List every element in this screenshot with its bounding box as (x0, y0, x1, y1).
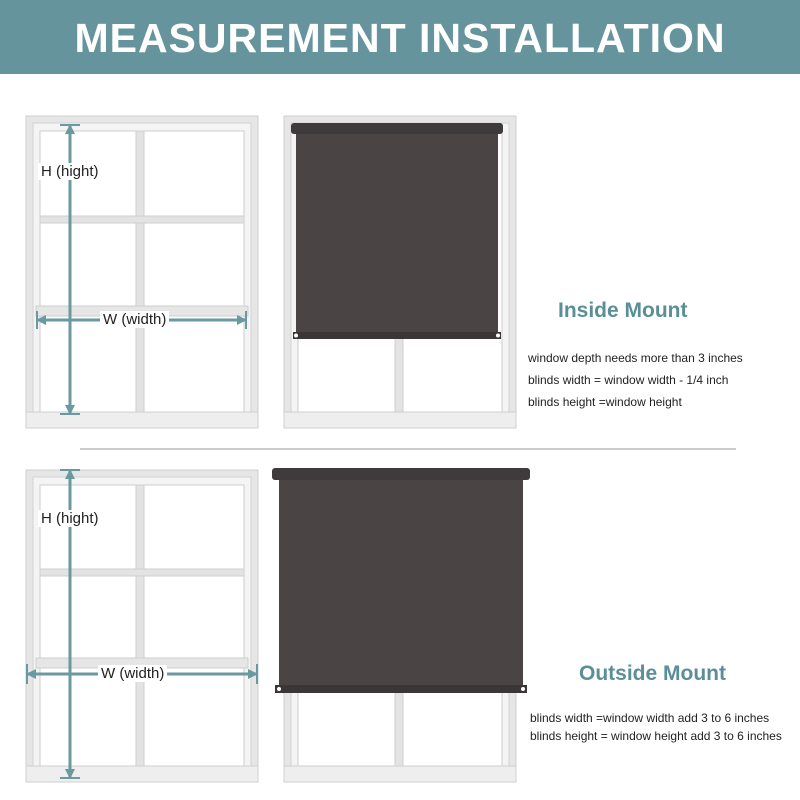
outside-note-height: blinds height = window height add 3 to 6 inches (530, 729, 782, 743)
width-label-outside: W (width) (98, 665, 167, 682)
outside-note-width: blinds width =window width add 3 to 6 inches (530, 711, 770, 725)
inside-note-depth: window depth needs more than 3 inches (528, 351, 743, 365)
height-label-outside: H (hight) (38, 510, 102, 527)
inside-note-height: blinds height =window height (528, 395, 682, 409)
height-label-inside: H (hight) (38, 163, 102, 180)
roller-blind-inside (291, 123, 503, 339)
width-label-inside: W (width) (100, 311, 169, 328)
inside-mount-title: Inside Mount (558, 299, 688, 322)
inside-note-width: blinds width = window width - 1/4 inch (528, 373, 729, 387)
page-title: MEASUREMENT INSTALLATION (74, 15, 726, 61)
roller-blind-outside (272, 468, 530, 693)
outside-mount-title: Outside Mount (579, 662, 726, 685)
